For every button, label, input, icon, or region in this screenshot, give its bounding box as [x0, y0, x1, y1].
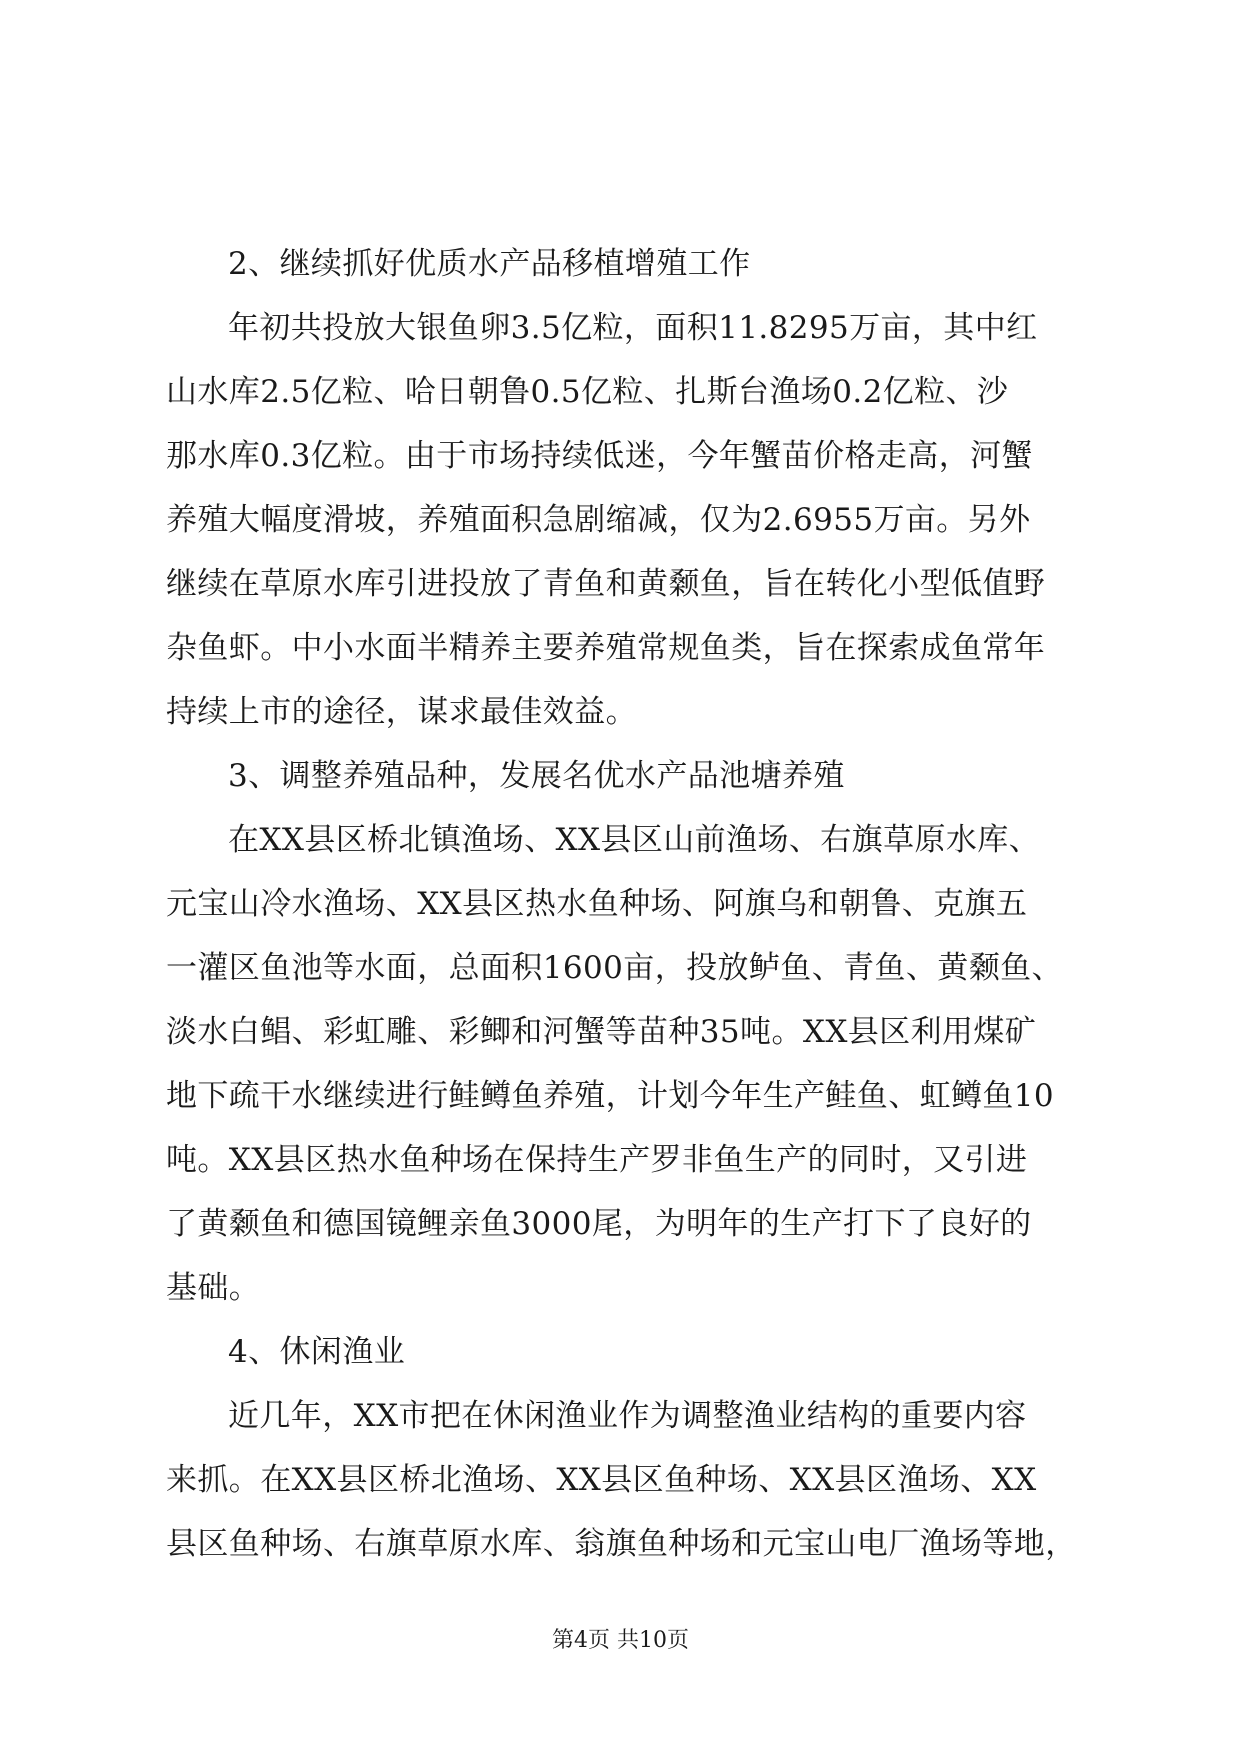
paragraph-line: 元宝山冷水渔场、XX县区热水鱼种场、阿旗乌和朝鲁、克旗五: [166, 886, 1028, 922]
paragraph-line: 年初共投放大银鱼卵3.5亿粒，面积11.8295万亩，其中红: [228, 310, 1038, 346]
paragraph-line: 那水库0.3亿粒。由于市场持续低迷，今年蟹苗价格走高，河蟹: [166, 438, 1033, 474]
section-heading: 4、休闲渔业: [228, 1334, 406, 1370]
paragraph-line: 杂鱼虾。中小水面半精养主要养殖常规鱼类，旨在探索成鱼常年: [166, 630, 1046, 666]
page-number-footer: 第4页 共10页: [552, 1628, 689, 1653]
paragraph-line: 地下疏干水继续进行鲑鳟鱼养殖，计划今年生产鲑鱼、虹鳟鱼10: [166, 1078, 1055, 1114]
paragraph-line: 了黄颡鱼和德国镜鲤亲鱼3000尾，为明年的生产打下了良好的: [166, 1206, 1032, 1242]
paragraph-line: 县区鱼种场、右旗草原水库、翁旗鱼种场和元宝山电厂渔场等地，: [166, 1526, 1077, 1562]
paragraph-line: 吨。XX县区热水鱼种场在保持生产罗非鱼生产的同时，又引进: [166, 1142, 1028, 1178]
paragraph-line: 持续上市的途径，谋求最佳效益。: [166, 694, 637, 730]
document-body: [166, 232, 1076, 1576]
paragraph-line: 在XX县区桥北镇渔场、XX县区山前渔场、右旗草原水库、: [228, 822, 1041, 858]
paragraph-line: 养殖大幅度滑坡，养殖面积急剧缩减，仅为2.6955万亩。另外: [166, 502, 1031, 538]
paragraph-line: 一灌区鱼池等水面，总面积1600亩，投放鲈鱼、青鱼、黄颡鱼、: [166, 950, 1063, 986]
section-heading: 2、继续抓好优质水产品移植增殖工作: [228, 246, 751, 282]
paragraph-line: 近几年，XX市把在休闲渔业作为调整渔业结构的重要内容: [228, 1398, 1027, 1434]
paragraph-line: 基础。: [166, 1270, 261, 1306]
paragraph-line: 淡水白鲳、彩虹雕、彩鲫和河蟹等苗种35吨。XX县区利用煤矿: [166, 1014, 1037, 1050]
paragraph-line: 继续在草原水库引进投放了青鱼和黄颡鱼，旨在转化小型低值野: [166, 566, 1046, 602]
paragraph-line: 来抓。在XX县区桥北渔场、XX县区鱼种场、XX县区渔场、XX: [166, 1462, 1037, 1498]
paragraph-line: 山水库2.5亿粒、哈日朝鲁0.5亿粒、扎斯台渔场0.2亿粒、沙: [166, 374, 1009, 410]
section-heading: 3、调整养殖品种，发展名优水产品池塘养殖: [228, 758, 845, 794]
